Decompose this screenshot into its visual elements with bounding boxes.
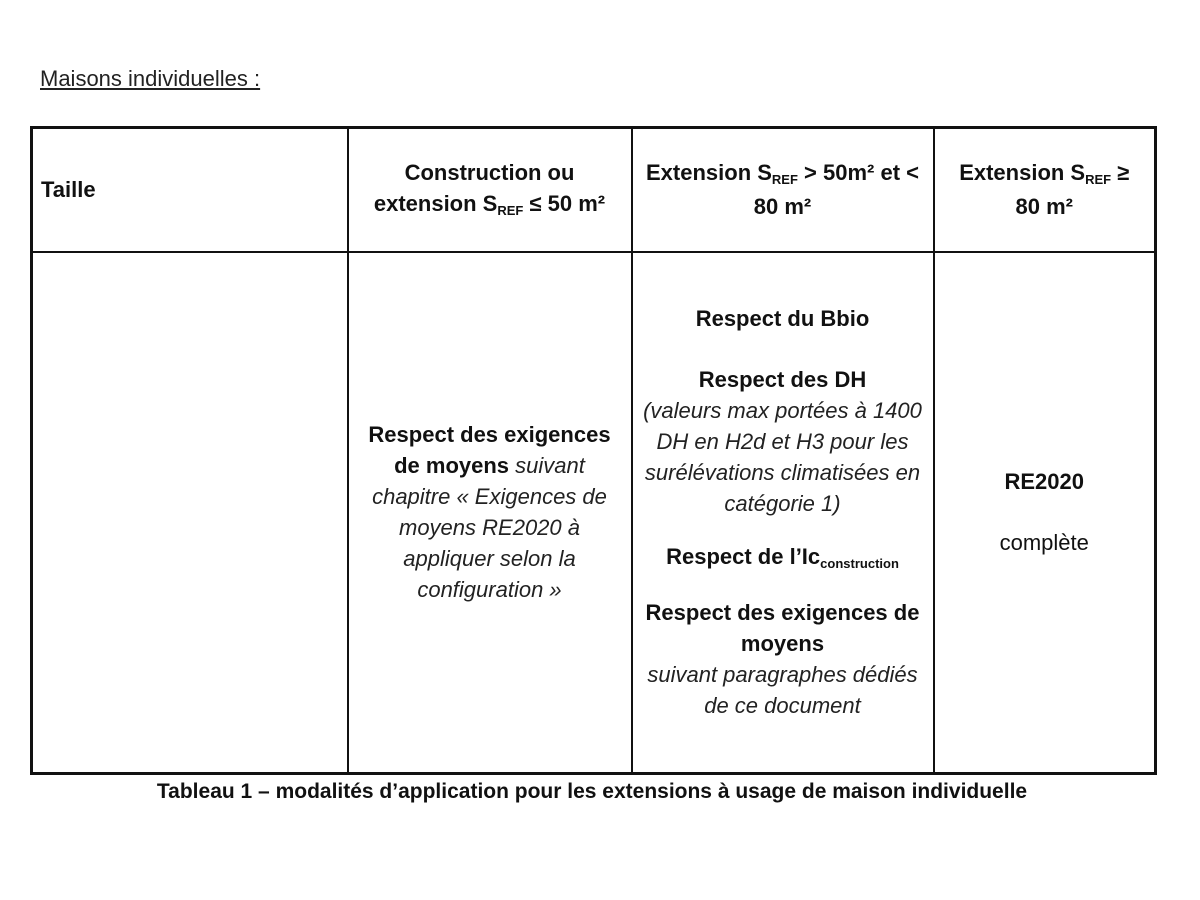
respect-exigences: Respect des exigences de moyens xyxy=(645,600,920,657)
complete-label: complète xyxy=(999,530,1089,556)
re2020-label: RE2020 xyxy=(1004,469,1084,495)
header-construction: Construction ou extension $S_{REF} \le 50$ m² xyxy=(348,128,632,252)
cell-taille-empty xyxy=(32,252,348,774)
cell-construction: Respect des exigences de moyens suivant chapitre « Exigences de moyens RE2020 à appliquer selon la configuration » xyxy=(348,252,632,774)
header-extension-50-80: Extension $S_{REF} > 50m^2$ et < 80 m² xyxy=(632,128,934,252)
header-row xyxy=(32,128,1156,252)
table-row xyxy=(32,252,1156,774)
header-extension-80: Extension $S_{REF} \ge 80$ m² xyxy=(934,128,1156,252)
cell-extension-50-80 xyxy=(632,252,934,774)
respect-bbio: Respect du Bbio xyxy=(695,306,870,332)
respect-dh: Respect des DH xyxy=(698,367,867,393)
cell-extension-80 xyxy=(934,252,1156,774)
respect-ic: Respect de $l’Ic_{construction}$ xyxy=(666,544,899,572)
exigences-note: suivant paragraphes dédiés de ce document xyxy=(647,662,918,719)
header-taille: Taille xyxy=(32,128,348,252)
section-title: Maisons individuelles : xyxy=(40,66,261,91)
table-caption: Tableau 1 – modalités d’application pour les extensions à usage de maison individuelle xyxy=(156,780,1028,803)
requirements-table xyxy=(30,126,1157,775)
dh-note: (valeurs max portées à 1400 DH en H2d et H3 pour les surélévations climatisées en catégorie 1) xyxy=(643,398,922,517)
